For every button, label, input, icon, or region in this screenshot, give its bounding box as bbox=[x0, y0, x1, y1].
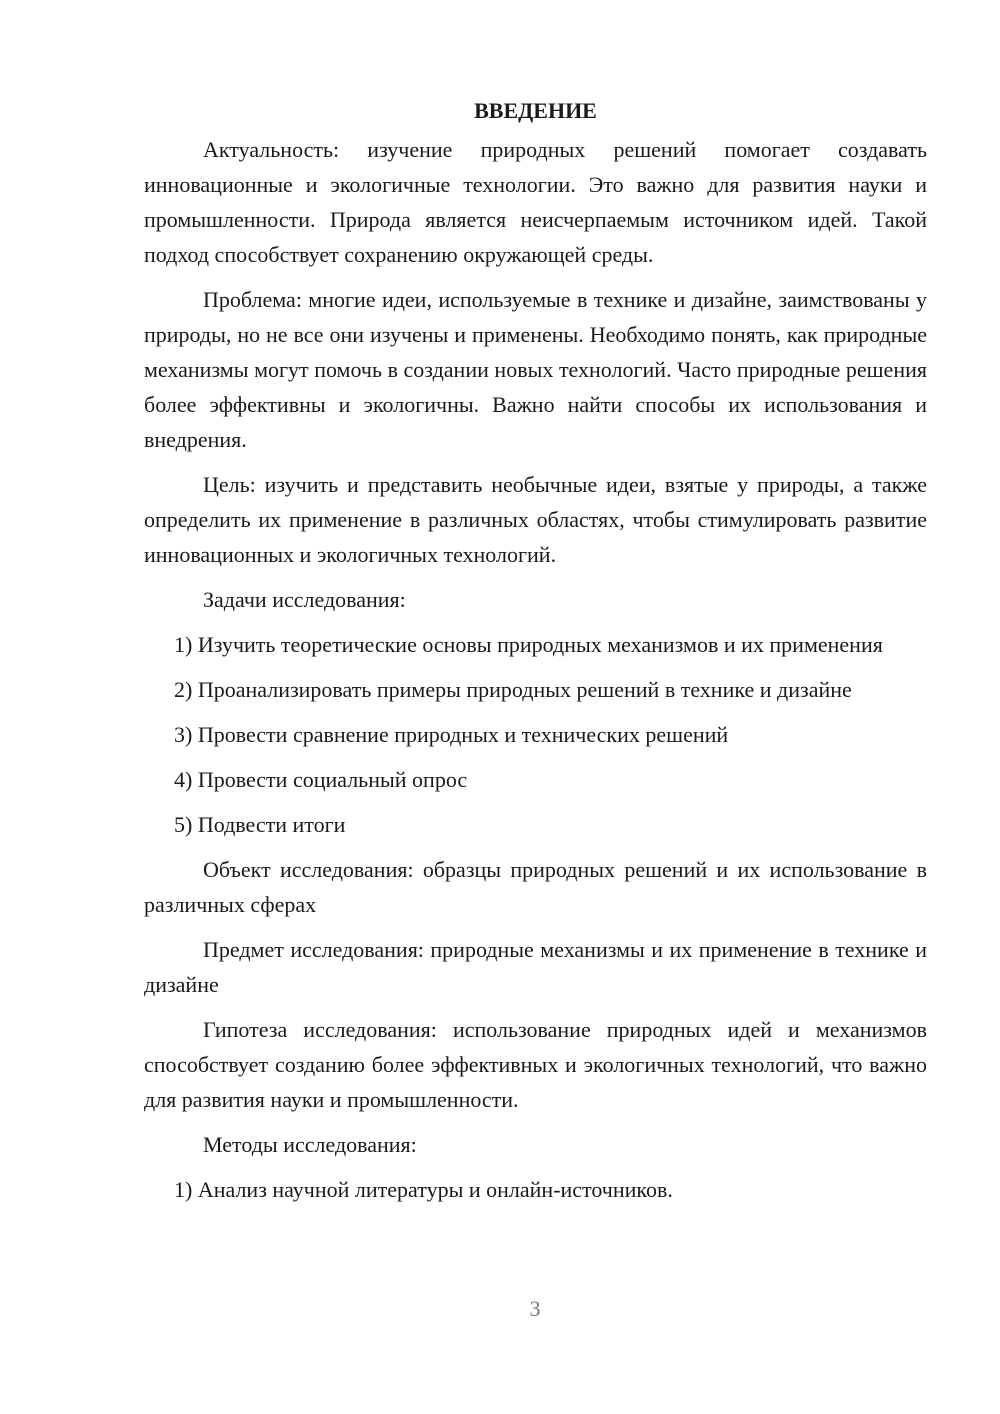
tasks-title: Задачи исследования: bbox=[203, 587, 406, 612]
methods-title: Методы исследования: bbox=[203, 1132, 417, 1157]
task-item-3: 3) Провести сравнение природных и технических решений bbox=[174, 722, 729, 747]
hypothesis-paragraph: Гипотеза исследования: использование природных идей и механизмов способствует созданию более эффективных и экологичных технологий, что важно для развития науки и промышленности. bbox=[144, 1017, 927, 1112]
problem-paragraph: Проблема: многие идеи, используемые в технике и дизайне, заимствованы у природы, но не все они изучены и применены. Необходимо понять, как природные механизмы могут помочь в создании новых технологий. Часто природные решения более эффективны и экологичны. Важно найти способы их использования и внедрения. bbox=[144, 287, 927, 452]
task-item-5: 5) Подвести итоги bbox=[174, 812, 346, 837]
task-item-1: 1) Изучить теоретические основы природных механизмов и их применения bbox=[174, 632, 883, 657]
goal-paragraph: Цель: изучить и представить необычные идеи, взятые у природы, а также определить их применение в различных областях, чтобы стимулировать развитие инновационных и экологичных технологий. bbox=[144, 472, 927, 567]
task-item-4: 4) Провести социальный опрос bbox=[174, 767, 468, 792]
subject-paragraph: Предмет исследования: природные механизмы и их применение в технике и дизайне bbox=[144, 937, 927, 997]
page-title: ВВЕДЕНИЕ bbox=[474, 98, 597, 123]
object-paragraph: Объект исследования: образцы природных решений и их использование в различных сферах bbox=[144, 857, 927, 917]
relevance-paragraph: Актуальность: изучение природных решений помогает создавать инновационные и экологичные технологии. Это важно для развития науки и промышленности. Природа является неисчерпаемым источником идей. Такой подход способствует сохранению окружающей среды. bbox=[144, 137, 927, 267]
method-item-1: 1) Анализ научной литературы и онлайн-источников. bbox=[174, 1177, 673, 1202]
page-number: 3 bbox=[529, 1296, 541, 1321]
document-page bbox=[144, 96, 927, 1217]
task-item-2: 2) Проанализировать примеры природных решений в технике и дизайне bbox=[174, 677, 852, 702]
